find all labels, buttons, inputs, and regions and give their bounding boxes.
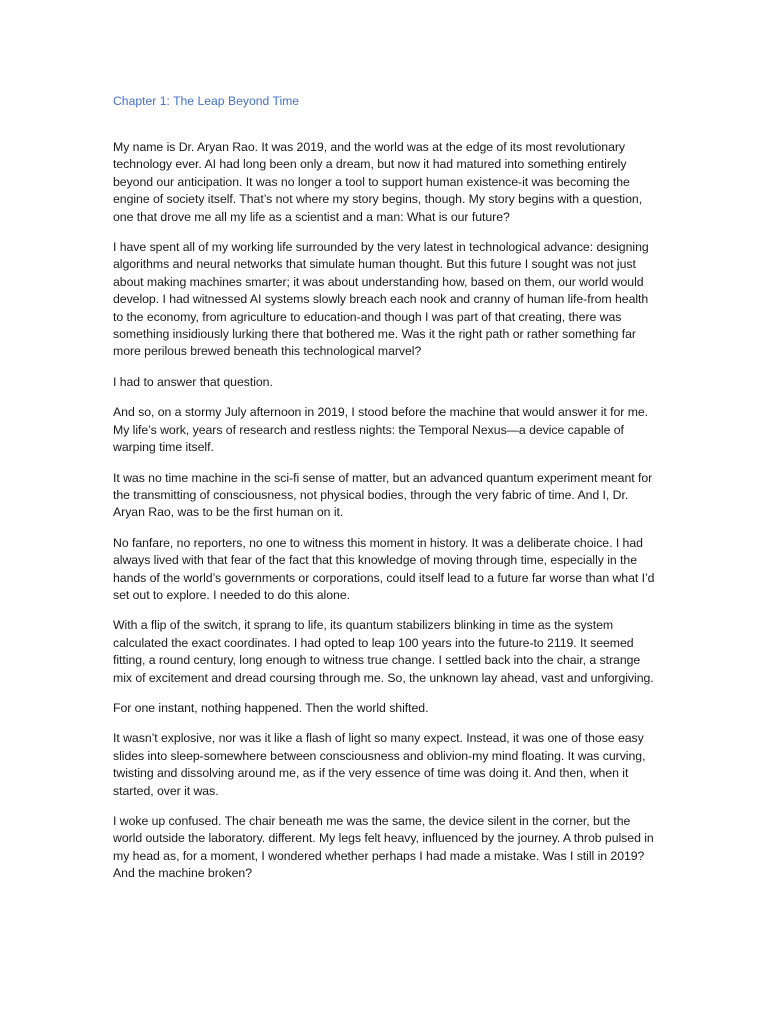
paragraph-8: For one instant, nothing happened. Then the world shifted. [113, 700, 429, 715]
paragraph-5: It was no time machine in the sci-fi sense of matter, but an advanced quantum experiment meant for the transmitting of consciousness, not physical bodies, through the very fabric of time. And I, Dr. Aryan Rao, was to be the first human on it. [113, 470, 653, 520]
paragraph-3: I had to answer that question. [113, 374, 273, 389]
paragraph-7: With a flip of the switch, it sprang to life, its quantum stabilizers blinking in time as the system calculated the exact coordinates. I had opted to leap 100 years into the future-to 2119. It seemed fitting, a round century, long enough to witness true change. I settled back into the chair, a strange mix of excitement and dread coursing through me. So, the unknown lay ahead, vast and unforgiving. [113, 618, 654, 685]
paragraph-6: No fanfare, no reporters, no one to witness this moment in history. It was a deliberate choice. I had always lived with that fear of the fact that this knowledge of moving through time, especially in the hands of the world’s governments or corporations, could itself lead to a future far worse than what I’d set out to explore. I needed to do this alone. [113, 535, 655, 602]
paragraph-1: My name is Dr. Aryan Rao. It was 2019, and the world was at the edge of its most revolutionary technology ever. AI had long been only a dream, but now it had matured into something entirely beyond our anticipation. It was no longer a tool to support human existence-it was becoming the engine of society itself. That’s not where my story begins, though. My story begins with a question, one that drove me all my life as a scientist and a man: What is our future? [113, 140, 643, 224]
document-body [113, 93, 661, 896]
paragraph-2: I have spent all of my working life surrounded by the very latest in technological advance: designing algorithms and neural networks that simulate human thought. But this future I sought was not just about making machines smarter; it was about understanding how, based on them, our world would develop. I had witnessed AI systems slowly breach each nook and cranny of human life-from health to the economy, from agriculture to education-and though I was part of that creating, there was something insidiously lurking there that bothered me. Was it the right path or rather something far more perilous brewed beneath this technological marvel? [113, 240, 649, 359]
paragraph-9: It wasn’t explosive, nor was it like a flash of light so many expect. Instead, it was one of those easy slides into sleep-somewhere between consciousness and oblivion-my mind floating. It was curving, twisting and dissolving around me, as if the very essence of time was doing it. And then, when it started, over it was. [113, 731, 646, 798]
paragraph-10: I woke up confused. The chair beneath me was the same, the device silent in the corner, but the world outside the laboratory. different. My legs felt heavy, influenced by the journey. A throb pulsed in my head as, for a moment, I wondered whether perhaps I had made a mistake. Was I still in 2019? And the machine broken? [113, 814, 654, 881]
chapter-title: Chapter 1: The Leap Beyond Time [113, 94, 300, 108]
paragraph-4: And so, on a stormy July afternoon in 2019, I stood before the machine that would answer it for me. My life’s work, years of research and restless nights: the Temporal Nexus—a device capable of warping time itself. [113, 405, 649, 455]
